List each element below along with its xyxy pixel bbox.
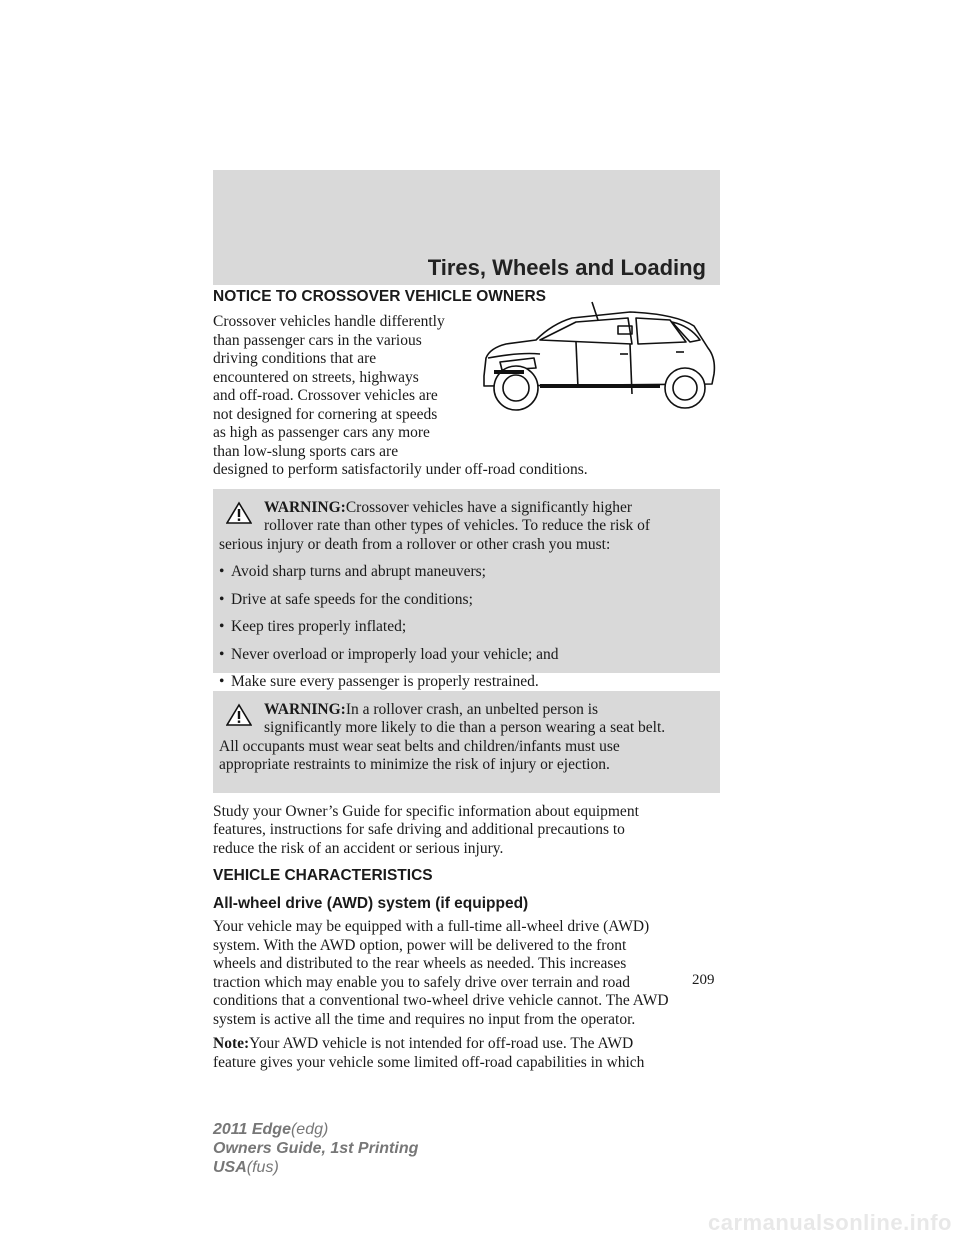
footer-guide: Owners Guide, 1st Printing — [213, 1140, 419, 1157]
note-text: Your AWD vehicle is not intended for off-road use. The AWD — [249, 1035, 634, 1052]
study-line: features, instructions for safe driving and additional precautions to — [213, 821, 625, 838]
warning-line: significantly more likely to die than a person wearing a seat belt. — [264, 719, 666, 736]
notice-line: Crossover vehicles handle differently — [213, 313, 445, 330]
notice-line: and off-road. Crossover vehicles are — [213, 387, 438, 404]
notice-line: as high as passenger cars any more — [213, 424, 430, 441]
list-item: • Keep tires properly inflated; — [219, 618, 714, 637]
awd-paragraph — [213, 918, 720, 1029]
awd-line: wheels and distributed to the rear wheels as needed. This increases — [213, 955, 627, 972]
list-item: • Avoid sharp turns and abrupt maneuvers; — [219, 563, 714, 582]
section-header-band — [213, 170, 720, 285]
warning-triangle-icon — [226, 703, 252, 727]
study-paragraph — [213, 803, 720, 859]
warning-line — [219, 499, 714, 518]
warning-line: All occupants must wear seat belts and children/infants must use — [219, 737, 620, 755]
awd-note — [213, 1035, 720, 1072]
warning-bullet-list — [219, 563, 714, 692]
warning-label: WARNING: — [264, 498, 346, 516]
notice-line: not designed for cornering at speeds — [213, 405, 438, 423]
list-item: • Make sure every passenger is properly restrained. — [219, 673, 714, 692]
seatbelt-warning-box — [213, 691, 720, 793]
awd-line: traction which may enable you to safely drive over terrain and road — [213, 973, 631, 991]
warning-line: appropriate restraints to minimize the risk of injury or ejection. — [219, 756, 610, 773]
note-label: Note: — [213, 1035, 250, 1052]
warning-label: WARNING: — [264, 700, 346, 718]
section-title: Tires, Wheels and Loading — [427, 255, 706, 280]
warning-text: In a rollover crash, an unbelted person is — [345, 700, 599, 718]
notice-line: driving conditions that are — [213, 350, 377, 367]
print-footer — [213, 1120, 418, 1177]
awd-line: conditions that a conventional two-wheel drive vehicle cannot. The AWD — [213, 992, 669, 1009]
footer-market: USA — [213, 1159, 247, 1176]
study-line: reduce the risk of an accident or serious injury. — [213, 839, 504, 857]
footer-model-code: (edg) — [290, 1121, 329, 1138]
rollover-warning-box — [213, 489, 720, 690]
study-line: Study your Owner’s Guide for specific information about equipment — [213, 802, 639, 820]
warning-line: serious injury or death from a rollover or other crash you must: — [219, 535, 611, 553]
page-number: 209 — [692, 972, 715, 988]
list-item: • Never overload or improperly load your vehicle; and — [219, 646, 714, 665]
awd-subheading: All-wheel drive (AWD) system (if equipped) — [213, 895, 529, 912]
warning-text: Crossover vehicles have a significantly higher — [345, 498, 633, 516]
notice-paragraph — [213, 313, 720, 480]
footer-model: 2011 Edge — [213, 1121, 291, 1138]
notice-line: than passenger cars in the various — [213, 331, 422, 349]
note-line: feature gives your vehicle some limited off-road capabilities in which — [213, 1053, 645, 1071]
warning-line: rollover rate than other types of vehicles. To reduce the risk of — [264, 517, 650, 534]
footer-line — [213, 1120, 418, 1139]
warning-triangle-icon — [226, 501, 252, 525]
list-item: • Drive at safe speeds for the conditions; — [219, 591, 714, 610]
watermark: carmanualsonline.info — [708, 1210, 952, 1235]
awd-line: Your vehicle may be equipped with a full-time all-wheel drive (AWD) — [213, 918, 650, 935]
warning-line — [219, 701, 714, 720]
notice-heading: NOTICE TO CROSSOVER VEHICLE OWNERS — [213, 288, 547, 305]
notice-line: designed to perform satisfactorily under off-road conditions. — [213, 461, 588, 478]
footer-line — [213, 1139, 418, 1158]
vehicle-characteristics-heading: VEHICLE CHARACTERISTICS — [213, 867, 433, 884]
footer-line — [213, 1158, 418, 1177]
note-line — [213, 1035, 720, 1054]
footer-market-code: (fus) — [246, 1159, 279, 1176]
notice-line: than low-slung sports cars are — [213, 442, 399, 460]
page-content — [213, 285, 720, 1072]
awd-line: system. With the AWD option, power will be delivered to the front — [213, 936, 627, 954]
awd-line: system is active all the time and requires no input from the operator. — [213, 1010, 636, 1028]
notice-line: encountered on streets, highways — [213, 368, 419, 386]
